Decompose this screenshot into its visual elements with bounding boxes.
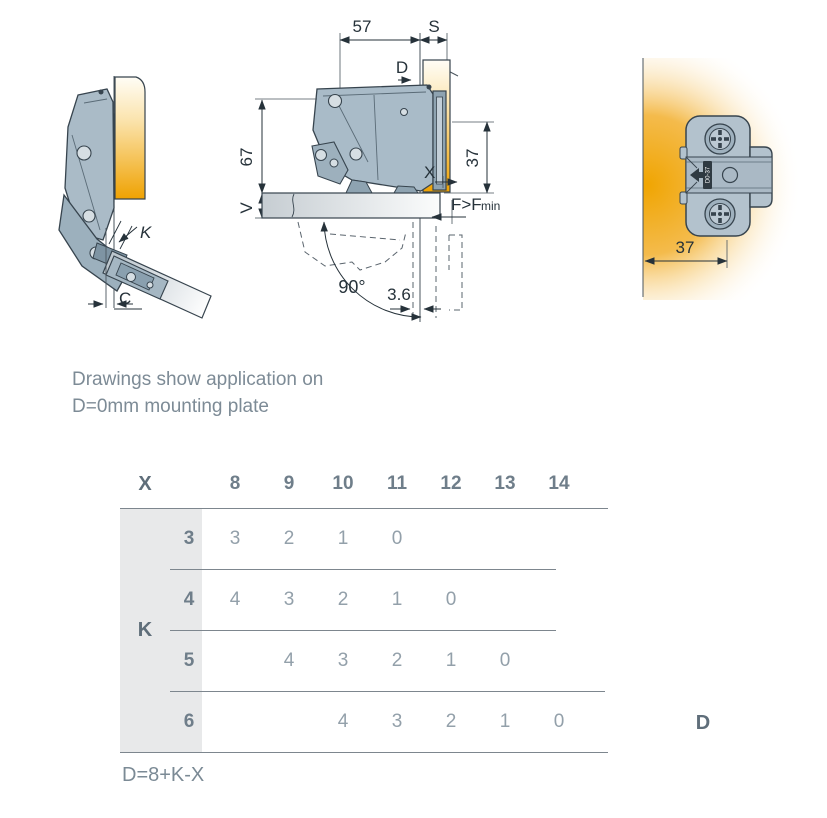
formula: D=8+K-X	[122, 764, 205, 786]
x-axis-header: X	[138, 472, 152, 495]
row-label: 3	[183, 527, 195, 549]
table-cell: 1	[499, 710, 511, 732]
adjustment-table	[120, 460, 711, 800]
row-label: 6	[183, 710, 195, 732]
technical-drawings	[0, 0, 827, 345]
k-dim-label: K	[140, 223, 152, 242]
column-header: 12	[440, 473, 462, 494]
cabinet-shelf	[262, 193, 440, 218]
table-row	[120, 630, 608, 691]
d-dim-label: D	[395, 58, 409, 77]
table-cell: 2	[283, 527, 295, 549]
table-bottom-line	[120, 752, 608, 753]
cabinet-panel	[115, 77, 145, 199]
table-cell: 0	[391, 527, 403, 549]
c-dim-label: C	[119, 289, 132, 308]
table-row	[120, 508, 608, 569]
table-cell: 1	[445, 649, 457, 671]
euro-screw-top	[705, 124, 735, 154]
plate-dim-37-label: 37	[675, 238, 695, 257]
gap-label: 3.6	[387, 285, 411, 304]
column-header: 8	[229, 473, 241, 494]
table-cell: 1	[391, 588, 403, 610]
table-cell: 2	[337, 588, 349, 610]
dim-57-label: 57	[352, 17, 372, 36]
open-door-dashed-outline	[298, 222, 462, 318]
table-cell: 3	[283, 588, 295, 610]
table-cell: 3	[229, 527, 241, 549]
table-cell: 0	[499, 649, 511, 671]
dimension-S	[420, 17, 447, 62]
table-cell: 4	[337, 710, 349, 732]
euro-screw-bottom	[705, 199, 735, 229]
dimension-67	[237, 99, 317, 193]
plate-marking-text: D0-37	[705, 166, 712, 184]
table-cell: 2	[445, 710, 457, 732]
table-cell: 2	[391, 649, 403, 671]
row-label: 5	[183, 649, 195, 671]
table-cell: 0	[553, 710, 565, 732]
table-cell: 4	[283, 649, 295, 671]
k-axis-header: K	[137, 618, 153, 641]
column-header: 11	[386, 473, 408, 494]
dimension-F	[432, 195, 500, 224]
s-dim-label: S	[428, 17, 440, 36]
table-cell: 1	[337, 527, 349, 549]
hinge-open-side-view	[59, 76, 211, 318]
column-header: 10	[332, 473, 354, 494]
v-dim-label: V	[237, 202, 256, 214]
column-header: 13	[494, 473, 516, 494]
table-cell: 3	[337, 649, 349, 671]
f-dim-sub: min	[481, 199, 501, 213]
caption-line2: D=0mm mounting plate	[72, 396, 269, 417]
table-cell: 3	[391, 710, 403, 732]
column-header: 14	[548, 473, 570, 494]
table-row	[120, 691, 608, 752]
f-dim-label: F>F	[451, 195, 482, 214]
x-dim-label: X	[424, 163, 436, 182]
mounting-plate-view	[643, 58, 823, 300]
table-header-row	[120, 460, 608, 508]
hinge-section-view	[237, 17, 500, 322]
dimension-K	[109, 221, 152, 249]
table-row	[120, 569, 608, 630]
d-result-label: D	[695, 712, 711, 734]
dimension-V	[237, 194, 262, 218]
column-header: 9	[283, 473, 295, 494]
angle-label: 90°	[338, 277, 366, 297]
dim-37-label: 37	[463, 148, 482, 168]
caption-line1: Drawings show application on	[72, 369, 324, 390]
table-cell: 0	[445, 588, 457, 610]
caption	[72, 366, 323, 420]
dimension-3-6	[387, 285, 441, 309]
table-cell: 4	[229, 588, 241, 610]
dim-67-label: 67	[237, 147, 256, 167]
row-label: 4	[183, 588, 195, 610]
